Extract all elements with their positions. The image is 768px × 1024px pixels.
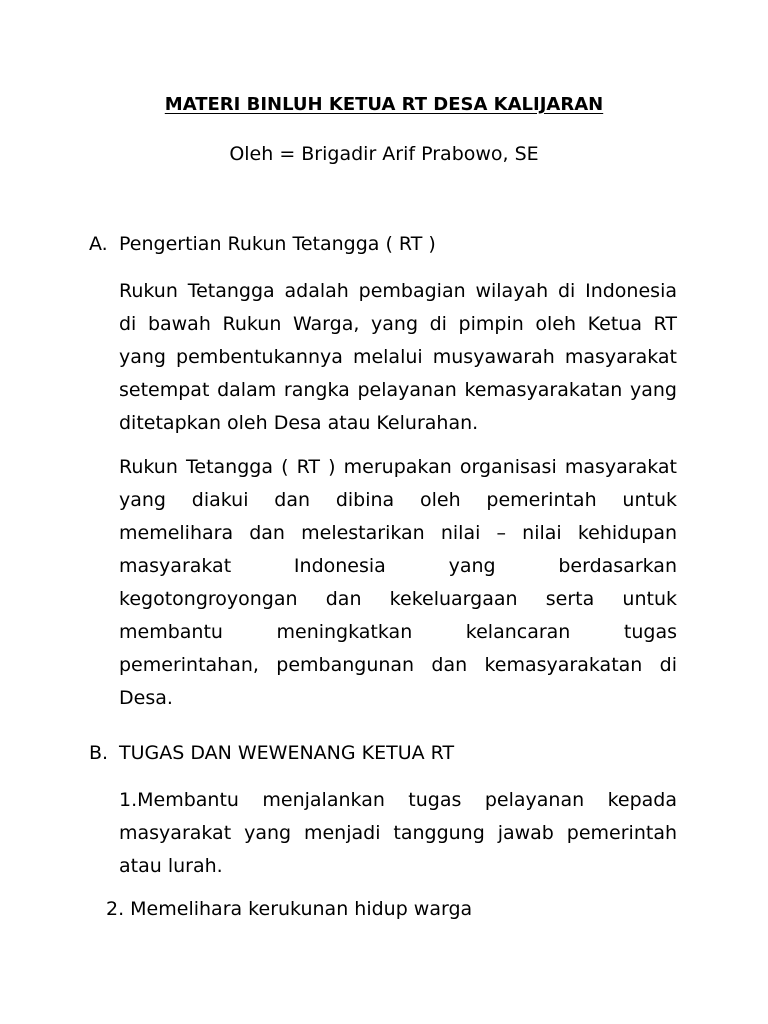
section-b-item-1-text: 1.Membantu menjalankan tugas pelayanan kepada masyarakat yang menjadi tanggung jawab pemerintah atau lurah.	[119, 789, 677, 877]
section-b-item-1	[119, 784, 677, 883]
document-title: MATERI BINLUH KETUA RT DESA KALIJARAN	[164, 94, 604, 115]
section-a-letter: A.	[89, 233, 108, 255]
section-b-heading	[89, 742, 454, 764]
section-b-item-2: 2. Memelihara kerukunan hidup warga	[106, 898, 473, 920]
section-b-title: TUGAS DAN WEWENANG KETUA RT	[119, 742, 455, 764]
section-a-title: Pengertian Rukun Tetangga ( RT )	[119, 233, 436, 255]
section-b-letter: B.	[89, 742, 109, 764]
section-a-paragraph-1: Rukun Tetangga adalah pembagian wilayah di Indonesia di bawah Rukun Warga, yang di pimpin oleh Ketua RT yang pembentukannya melalui musyawarah masyarakat setempat dalam rangka pelayanan kemasyarakatan yang ditetapkan oleh Desa atau Kelurahan.	[119, 280, 677, 434]
section-a-paragraph-2: Rukun Tetangga ( RT ) merupakan organisasi masyarakat yang diakui dan dibina oleh pemerintah untuk memelihara dan melestarikan nilai – nilai kehidupan masyarakat Indonesia yang berdasarkan kegotongroyongan dan kekeluargaan serta untuk membantu meningkatkan kelancaran tugas pemerintahan, pembangunan dan kemasyarakatan di Desa.	[119, 456, 677, 709]
document-author: Oleh = Brigadir Arif Prabowo, SE	[229, 143, 539, 165]
section-a-heading	[89, 233, 436, 255]
